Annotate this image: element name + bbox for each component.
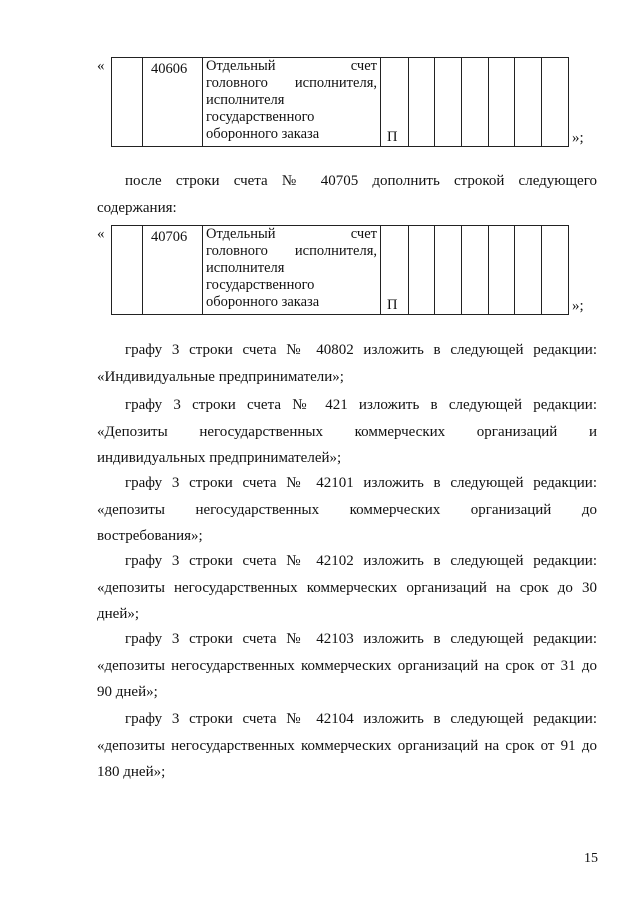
table-cell-empty <box>542 58 569 147</box>
table-cell-empty <box>489 58 515 147</box>
closing-quote: »; <box>572 130 584 146</box>
table-cell-empty <box>409 226 435 315</box>
account-name-cell <box>203 226 381 315</box>
paragraph-421 <box>97 392 597 472</box>
paragraph-40802 <box>97 337 597 390</box>
text-line: «Индивидуальные предприниматели»; <box>97 368 344 385</box>
text-line: графу 3 строки счета № 42103 изложить в следующей редакции: <box>125 631 597 647</box>
table-cell-empty <box>542 226 569 315</box>
closing-quote: »; <box>572 298 584 314</box>
text-line: «депозиты негосударственных коммерческих организаций на срок до 30 <box>97 579 597 596</box>
account-number-cell <box>143 226 203 315</box>
paragraph-42104 <box>97 706 597 786</box>
account-name-cell <box>203 58 381 147</box>
table-cell-empty <box>489 226 515 315</box>
text-line: после строки счета № 40705 дополнить строкой следующего <box>125 173 597 189</box>
table-cell-empty <box>112 58 143 147</box>
table-cell-empty <box>409 58 435 147</box>
paragraph-42103 <box>97 626 597 706</box>
paragraph-42101 <box>97 470 597 550</box>
account-row-40706 <box>97 225 597 315</box>
text-line: «депозиты негосударственных коммерческих организаций до <box>97 501 597 518</box>
account-name: Отдельный счет головного исполнителя, исполнителя государственного оборонного заказа <box>206 58 377 142</box>
text-line: 90 дней»; <box>97 684 158 700</box>
text-line: «Депозиты негосударственных коммерческих организаций и <box>97 423 597 440</box>
text-line: индивидуальных предпринимателей»; <box>97 450 342 466</box>
account-number-cell <box>143 58 203 147</box>
account-table <box>111 57 569 147</box>
account-type-cell: П <box>381 226 409 315</box>
table-cell-empty <box>435 58 462 147</box>
text-line: графу 3 строки счета № 42101 изложить в следующей редакции: <box>125 475 597 491</box>
text-line: графу 3 строки счета № 421 изложить в следующей редакции: <box>125 397 597 413</box>
paragraph-42102 <box>97 548 597 628</box>
table-cell-empty <box>462 58 489 147</box>
table-cell-empty <box>462 226 489 315</box>
intro-paragraph <box>97 168 597 221</box>
table-cell-empty <box>435 226 462 315</box>
text-line: графу 3 строки счета № 42102 изложить в следующей редакции: <box>125 553 597 569</box>
text-line: содержания: <box>97 199 177 216</box>
opening-quote: « <box>97 226 105 242</box>
text-line: дней»; <box>97 606 140 622</box>
account-number: 40706 <box>151 229 188 245</box>
text-line: «депозиты негосударственных коммерческих организаций на срок от 91 до <box>97 737 597 754</box>
page-number: 15 <box>584 851 598 866</box>
table-cell-empty <box>515 58 542 147</box>
account-name: Отдельный счет головного исполнителя, исполнителя государственного оборонного заказа <box>206 226 377 310</box>
text-line: 180 дней»; <box>97 764 166 780</box>
text-line: графу 3 строки счета № 40802 изложить в следующей редакции: <box>125 342 597 358</box>
text-line: графу 3 строки счета № 42104 изложить в следующей редакции: <box>125 711 597 727</box>
text-line: востребования»; <box>97 528 203 544</box>
account-number: 40606 <box>151 61 188 77</box>
opening-quote: « <box>97 58 105 74</box>
table-cell-empty <box>112 226 143 315</box>
account-type-cell: П <box>381 58 409 147</box>
account-row-40606 <box>97 57 597 147</box>
table-cell-empty <box>515 226 542 315</box>
account-table <box>111 225 569 315</box>
text-line: «депозиты негосударственных коммерческих организаций на срок от 31 до <box>97 657 597 674</box>
